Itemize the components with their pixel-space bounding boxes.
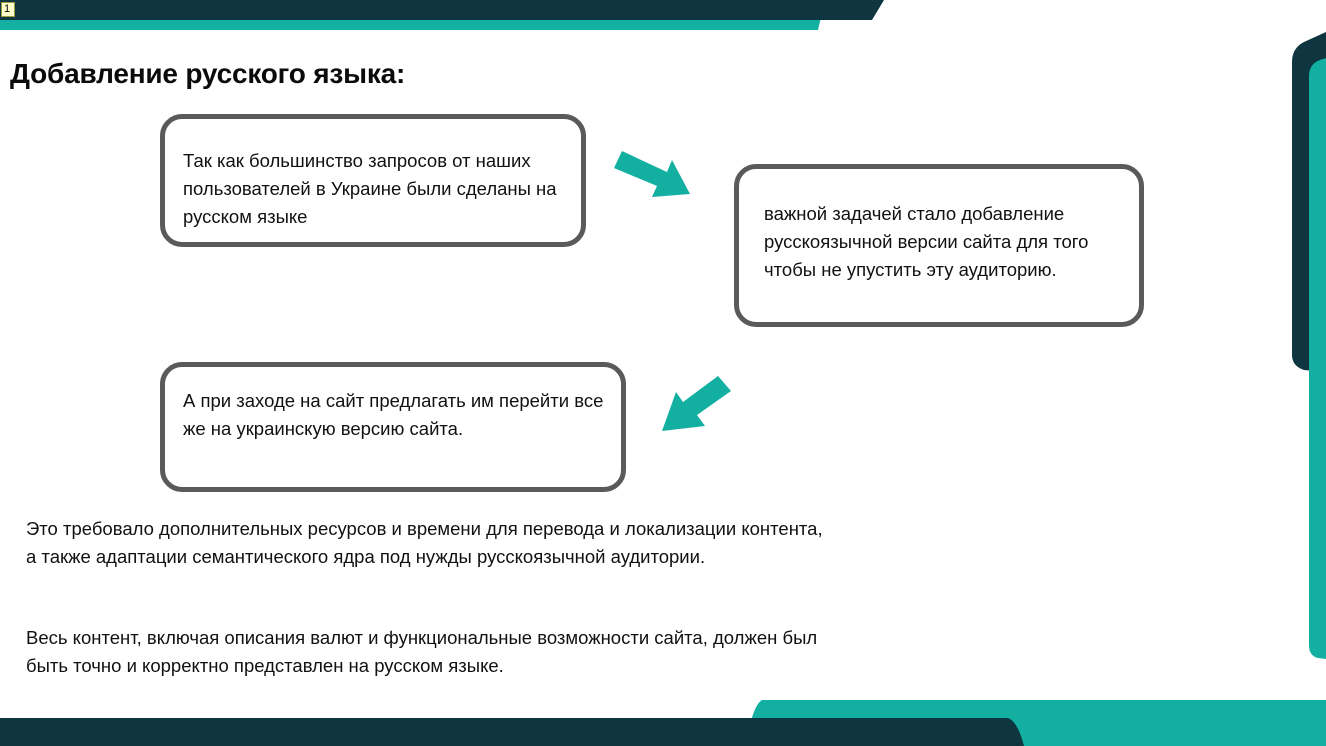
body-paragraph-resources: Это требовало дополнительных ресурсов и времени для перевода и локализации контента, а также адаптации семантического ядра под нужды русскоязычной аудитории. <box>26 518 823 567</box>
page-title: Добавление русского языка: <box>10 58 406 89</box>
arrow-down-left-icon <box>662 376 731 431</box>
body-paragraph-content: Весь контент, включая описания валют и функциональные возможности сайта, должен был быть точно и корректно представлен на русском языке. <box>26 627 818 676</box>
callout-text: А при заходе на сайт предлагать им перейти все же на украинскую версию сайта. <box>183 390 604 439</box>
callout-box-redirect <box>160 362 626 492</box>
callout-text: Так как большинство запросов от наших пользователей в Украине были сделаны на русском языке <box>183 150 557 227</box>
callout-text: важной задачей стало добавление русскоязычной версии сайта для того чтобы не упустить эту аудиторию. <box>764 203 1089 280</box>
slide-number-badge: 1 <box>1 2 15 17</box>
top-banner-dark <box>0 0 884 20</box>
right-panel-accent <box>1309 58 1326 659</box>
callout-box-task <box>734 164 1144 327</box>
callout-box-requests <box>160 114 586 247</box>
arrow-down-right-icon <box>614 151 690 197</box>
bottom-banner-dark <box>0 718 1024 746</box>
